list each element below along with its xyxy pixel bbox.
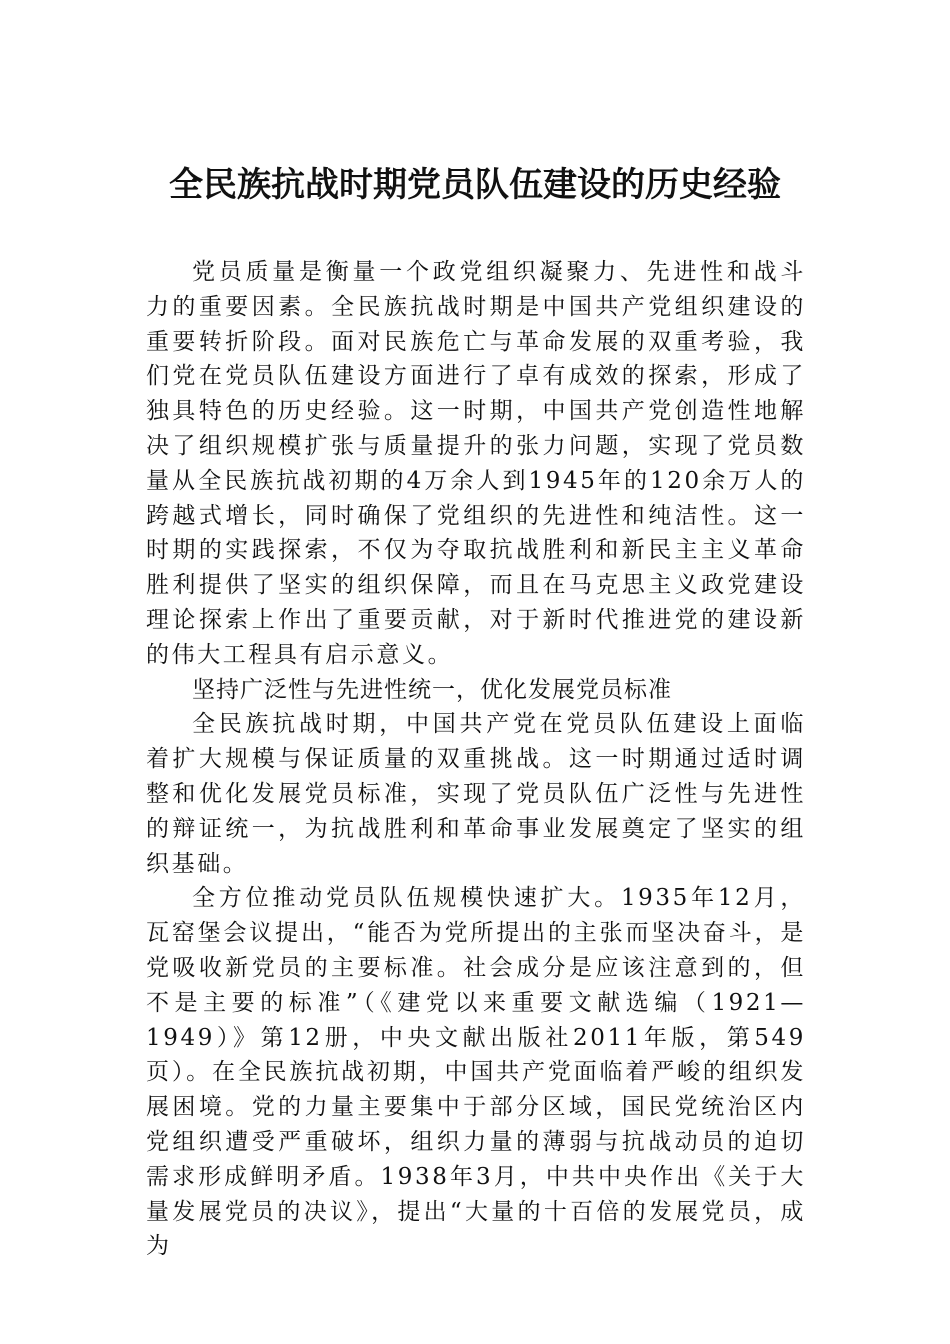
section-heading: 坚持广泛性与先进性统一，优化发展党员标准 [192, 676, 672, 703]
document-title: 全民族抗战时期党员队伍建设的历史经验 [169, 165, 781, 205]
intro-paragraph: 党员质量是衡量一个政党组织凝聚力、先进性和战斗力的重要因素。全民族抗战时期是中国共产党组织建设的重要转折阶段。面对民族危亡与革命发展的双重考验，我们党在党员队伍建设方面进行了卓有成效的探索，形成了独具特色的历史经验。这一时期，中国共产党创造性地解决了组织规模扩张与质量提升的张力问题，实现了党员数量从全民族抗战初期的4万余人到1945年的120余万人的跨越式增长，同时确保了党组织的先进性和纯洁性。这一时期的实践探索，不仅为夺取抗战胜利和新民主主义革命胜利提供了坚实的组织保障，而且在马克思主义政党建设理论探索上作出了重要贡献，对于新时代推进党的建设新的伟大工程具有启示意义。 [146, 259, 806, 668]
section-paragraph-1: 全民族抗战时期，中国共产党在党员队伍建设上面临着扩大规模与保证质量的双重挑战。这一时期通过适时调整和优化发展党员标准，实现了党员队伍广泛性与先进性的辩证统一，为抗战胜利和革命事业发展奠定了坚实的组织基础。 [146, 711, 806, 877]
document-body [146, 255, 806, 1264]
section-paragraph-2: 全方位推动党员队伍规模快速扩大。1935年12月，瓦窑堡会议提出，“能否为党所提出的主张而坚决奋斗，是党吸收新党员的主要标准。社会成分是应该注意到的，但不是主要的标准”（《建党以来重要文献选编（1921—1949）》第12册，中央文献出版社2011年版，第549页）。在全民族抗战初期，中国共产党面临着严峻的组织发展困境。党的力量主要集中于部分区域，国民党统治区内党组织遭受严重破坏，组织力量的薄弱与抗战动员的迫切需求形成鲜明矛盾。1938年3月，中共中央作出《关于大量发展党员的决议》，提出“大量的十百倍的发展党员，成为 [146, 885, 806, 1260]
